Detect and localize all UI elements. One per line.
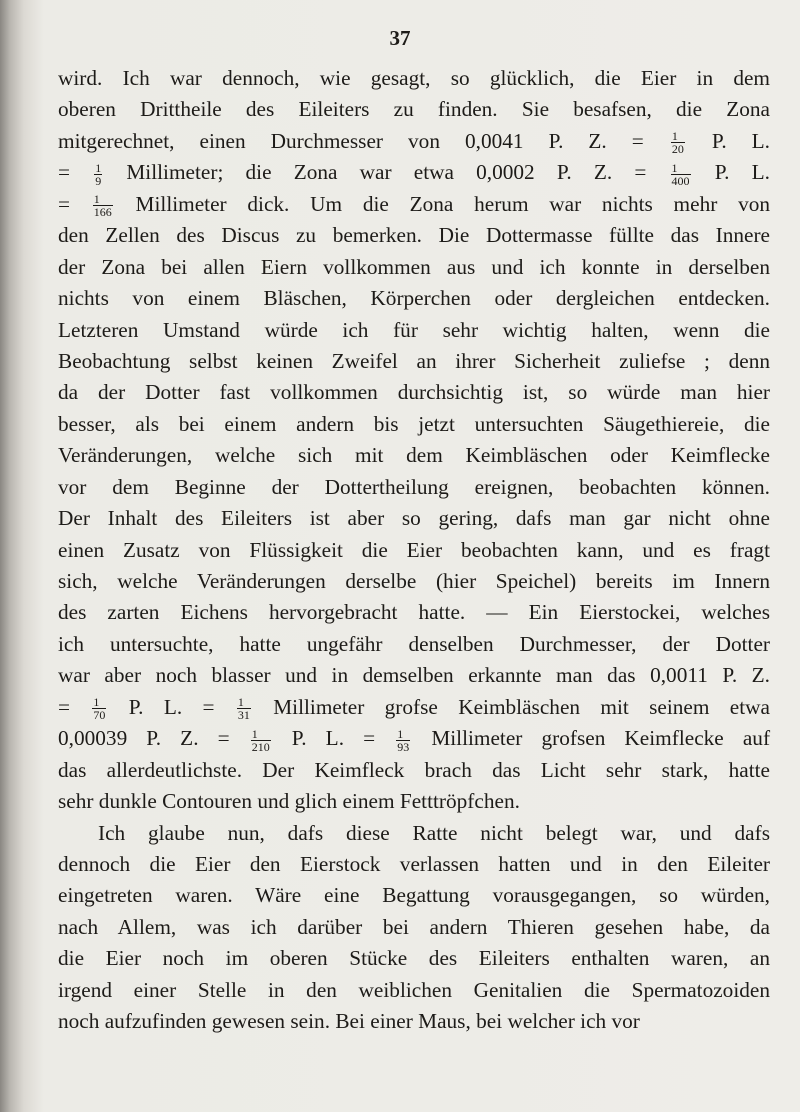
text-run: 0,00039 P. Z. = bbox=[58, 726, 230, 751]
fraction-denominator: 31 bbox=[237, 708, 250, 723]
text-run: Millimeter; die Zona war etwa 0,0002 P. Z. = bbox=[126, 160, 647, 185]
text-line bbox=[58, 157, 770, 188]
text-line bbox=[58, 409, 770, 440]
text-run: Beobachtung selbst keinen Zweifel an ihrer Sicherheit zuliefse ; denn bbox=[58, 348, 770, 373]
text-run: P. L. bbox=[714, 160, 770, 185]
text-run: wird. Ich war dennoch, wie gesagt, so glücklich, die Eier in dem bbox=[58, 66, 770, 90]
text-line bbox=[58, 943, 770, 974]
text-line bbox=[58, 503, 770, 534]
text-run: die Eier noch im oberen Stücke des Eileiters enthalten waren, an bbox=[58, 946, 770, 971]
fraction bbox=[671, 162, 691, 187]
text-line bbox=[58, 94, 770, 125]
text-run: ich untersuchte, hatte ungefähr denselben Durchmesser, der Dotter bbox=[58, 631, 770, 656]
text-line bbox=[58, 660, 770, 691]
text-line bbox=[58, 189, 770, 220]
text-run: P. L. = bbox=[128, 694, 215, 719]
text-run: sich, welche Veränderungen derselbe (hier Speichel) bereits im Innern bbox=[58, 569, 770, 593]
fraction bbox=[92, 696, 106, 721]
text-run: = bbox=[58, 694, 71, 719]
text-run: besser, als bei einem andern bis jetzt untersuchten Säugethiereie, die bbox=[58, 411, 770, 436]
text-run: sehr dunkle Contouren und glich einem Fetttröpfchen. bbox=[58, 789, 520, 814]
text-run: dennoch die Eier den Eierstock verlassen hatten und in den Eileiter bbox=[58, 851, 770, 876]
text-line bbox=[58, 818, 770, 849]
fraction bbox=[237, 696, 251, 721]
text-run: mitgerechnet, einen Durchmesser von 0,0041 P. Z. = bbox=[58, 128, 644, 153]
text-line bbox=[58, 786, 770, 817]
text-line bbox=[58, 440, 770, 471]
text-run: da der Dotter fast vollkommen durchsichtig ist, so würde man hier bbox=[58, 380, 770, 405]
text-line bbox=[58, 220, 770, 251]
text-run: Ich glaube nun, dafs diese Ratte nicht belegt war, und dafs bbox=[98, 820, 770, 845]
text-run: einen Zusatz von Flüssigkeit die Eier beobachten kann, und es fragt bbox=[58, 537, 770, 562]
fraction-denominator: 93 bbox=[397, 739, 410, 754]
fraction-numerator: 1 bbox=[251, 728, 271, 741]
text-run: nach Allem, was ich darüber bei andern Thieren gesehen habe, da bbox=[58, 914, 770, 939]
fraction bbox=[671, 130, 685, 155]
text-run: eingetreten waren. Wäre eine Begattung vorausgegangen, so würden, bbox=[58, 883, 770, 908]
text-line bbox=[58, 597, 770, 628]
fraction-numerator: 1 bbox=[92, 696, 106, 709]
text-line bbox=[58, 755, 770, 786]
fraction bbox=[396, 728, 410, 753]
text-run: des zarten Eichens hervorgebracht hatte. — Ein Eierstockei, welches bbox=[58, 600, 770, 625]
fraction-denominator: 9 bbox=[95, 173, 102, 188]
text-line bbox=[58, 283, 770, 314]
fraction-denominator: 20 bbox=[671, 142, 684, 157]
fraction-numerator: 1 bbox=[95, 160, 102, 175]
page-number: 37 bbox=[389, 26, 411, 50]
text-run: den Zellen des Discus zu bemerken. Die Dottermasse füllte das Innere bbox=[58, 223, 770, 248]
text-run: noch aufzufinden gewesen sein. Bei einer Maus, bei welcher ich vor bbox=[58, 1009, 640, 1034]
text-line bbox=[58, 126, 770, 157]
fraction bbox=[251, 728, 271, 753]
text-line bbox=[58, 629, 770, 660]
fraction-numerator: 1 bbox=[671, 130, 685, 143]
bleed-through-gutter bbox=[2, 380, 36, 750]
text-line bbox=[58, 975, 770, 1006]
text-run: Millimeter grofse Keimbläschen mit seinem etwa bbox=[273, 694, 770, 719]
text-line bbox=[58, 723, 770, 754]
text-line bbox=[58, 535, 770, 566]
fraction-denominator: 210 bbox=[251, 739, 270, 754]
text-run: Der Inhalt des Eileiters ist aber so gering, dafs man gar nicht ohne bbox=[58, 506, 770, 531]
text-line bbox=[58, 566, 770, 597]
fraction-denominator: 400 bbox=[671, 173, 690, 188]
text-run: Millimeter grofsen Keimflecke auf bbox=[431, 726, 771, 751]
fraction-denominator: 166 bbox=[93, 205, 112, 220]
text-line bbox=[58, 1006, 770, 1037]
text-run: Veränderungen, welche sich mit dem Keimbläschen oder Keimflecke bbox=[58, 443, 770, 468]
text-run: = bbox=[58, 191, 71, 216]
text-line bbox=[58, 472, 770, 503]
text-line bbox=[58, 692, 770, 723]
text-run: P. L. bbox=[711, 128, 771, 153]
text-run: P. L. = bbox=[291, 726, 376, 751]
fraction-denominator: 70 bbox=[93, 708, 106, 723]
text-line bbox=[58, 880, 770, 911]
text-run: Letzteren Umstand würde ich für sehr wichtig halten, wenn die bbox=[58, 317, 770, 342]
text-run: vor dem Beginne der Dottertheilung ereignen, beobachten können. bbox=[58, 474, 770, 499]
text-line bbox=[58, 346, 770, 377]
text-run: das allerdeutlichste. Der Keimfleck brach das Licht sehr stark, hatte bbox=[58, 757, 770, 782]
fraction-numerator: 1 bbox=[671, 162, 691, 175]
text-line bbox=[58, 912, 770, 943]
text-line bbox=[58, 849, 770, 880]
text-line bbox=[58, 315, 770, 346]
text-run: Millimeter dick. Um die Zona herum war nichts mehr von bbox=[135, 191, 771, 216]
text-run: nichts von einem Bläschen, Körperchen oder dergleichen entdecken. bbox=[58, 286, 770, 311]
text-run: irgend einer Stelle in den weiblichen Genitalien die Spermatozoiden bbox=[58, 977, 770, 1002]
fraction bbox=[93, 193, 113, 218]
body-text bbox=[58, 63, 770, 1038]
text-line bbox=[58, 252, 770, 283]
text-run: = bbox=[58, 160, 71, 185]
text-line bbox=[58, 377, 770, 408]
text-line bbox=[58, 63, 770, 94]
text-run: war aber noch blasser und in demselben erkannte man das 0,0011 P. Z. bbox=[58, 663, 770, 688]
fraction bbox=[94, 162, 102, 187]
text-run: der Zona bei allen Eiern vollkommen aus und ich konnte in derselben bbox=[58, 254, 770, 279]
text-run: oberen Drittheile des Eileiters zu finden. Sie besafsen, die Zona bbox=[58, 97, 770, 122]
fraction-numerator: 1 bbox=[93, 193, 113, 206]
fraction-numerator: 1 bbox=[396, 728, 410, 741]
fraction-numerator: 1 bbox=[237, 696, 251, 709]
